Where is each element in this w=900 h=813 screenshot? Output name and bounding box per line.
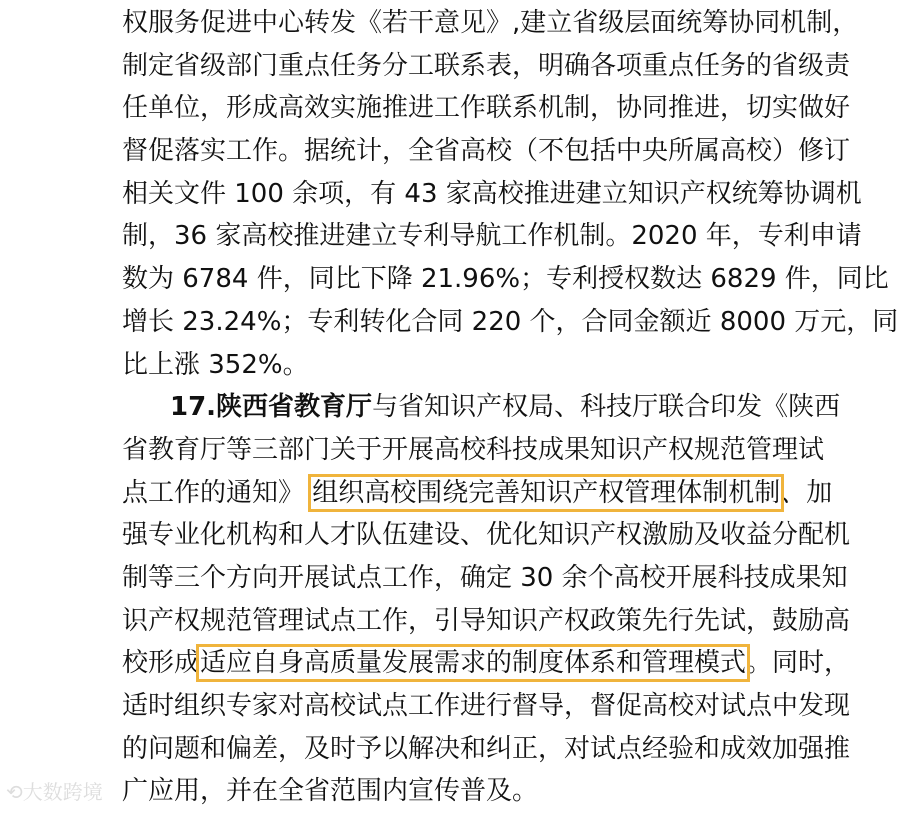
highlight-box-2: 适应自身高质量发展需求的制度体系和管理模式 bbox=[200, 648, 747, 679]
text-line: 增长 23.24%；专利转化合同 220 个，合同金额近 8000 万元，同 bbox=[122, 306, 899, 337]
watermark-text: 大数跨境 bbox=[22, 780, 103, 804]
text-line: 权服务促进中心转发《若干意见》,建立省级层面统筹协同机制， bbox=[122, 8, 859, 38]
text-line: 制等三个方向开展试点工作，确定 30 余个高校开展科技成果知 bbox=[122, 562, 848, 593]
text-line: 的问题和偏差，及时予以解决和纠正，对试点经验和成效加强推 bbox=[122, 733, 851, 764]
text-line: 比上涨 352%。 bbox=[122, 349, 309, 380]
document-page bbox=[122, 2, 899, 813]
paragraph-2-first-line bbox=[122, 386, 841, 429]
text-line: 识产权规范管理试点工作，引导知识产权政策先行先试，鼓励高 bbox=[122, 605, 851, 636]
text-line: 适时组织专家对高校试点工作进行督导，督促高校对试点中发现 bbox=[122, 691, 851, 721]
text-segment: 、加 bbox=[780, 477, 833, 508]
text-line: 强专业化机构和人才队伍建设、优化知识产权激励及收益分配机 bbox=[122, 520, 851, 551]
text-segment: 与省知识产权局、科技厅联合印发《陕西 bbox=[372, 392, 841, 423]
text-line: 制，36 家高校推进建立专利导航工作机制。2020 年，专利申请 bbox=[122, 221, 862, 252]
text-line: 督促落实工作。据统计，全省高校（不包括中央所属高校）修订 bbox=[122, 136, 851, 167]
text-segment: 校形成 bbox=[122, 648, 201, 679]
item-heading: 17.陕西省教育厅 bbox=[170, 392, 373, 423]
text-line: 省教育厅等三部门关于开展高校科技成果知识产权规范管理试 bbox=[122, 434, 825, 465]
text-line: 制定省级部门重点任务分工联系表，明确各项重点任务的省级责 bbox=[122, 50, 851, 81]
text-line: 数为 6784 件，同比下降 21.96%；专利授权数达 6829 件，同比 bbox=[122, 264, 889, 295]
text-segment: 点工作的通知》 bbox=[122, 477, 313, 508]
text-line bbox=[122, 472, 833, 515]
text-line: 任单位，形成高效实施推进工作联系机制，协同推进，切实做好 bbox=[122, 93, 851, 124]
text-line: 广应用，并在全省范围内宣传普及。 bbox=[122, 776, 539, 807]
text-segment: 。同时， bbox=[746, 648, 851, 679]
text-line bbox=[122, 642, 851, 685]
watermark-logo: ⟲大数跨境 bbox=[6, 780, 103, 804]
highlight-box-1: 组织高校围绕完善知识产权管理体制机制 bbox=[312, 477, 781, 508]
text-line: 相关文件 100 余项，有 43 家高校推进建立知识产权统筹协调机 bbox=[122, 178, 862, 209]
